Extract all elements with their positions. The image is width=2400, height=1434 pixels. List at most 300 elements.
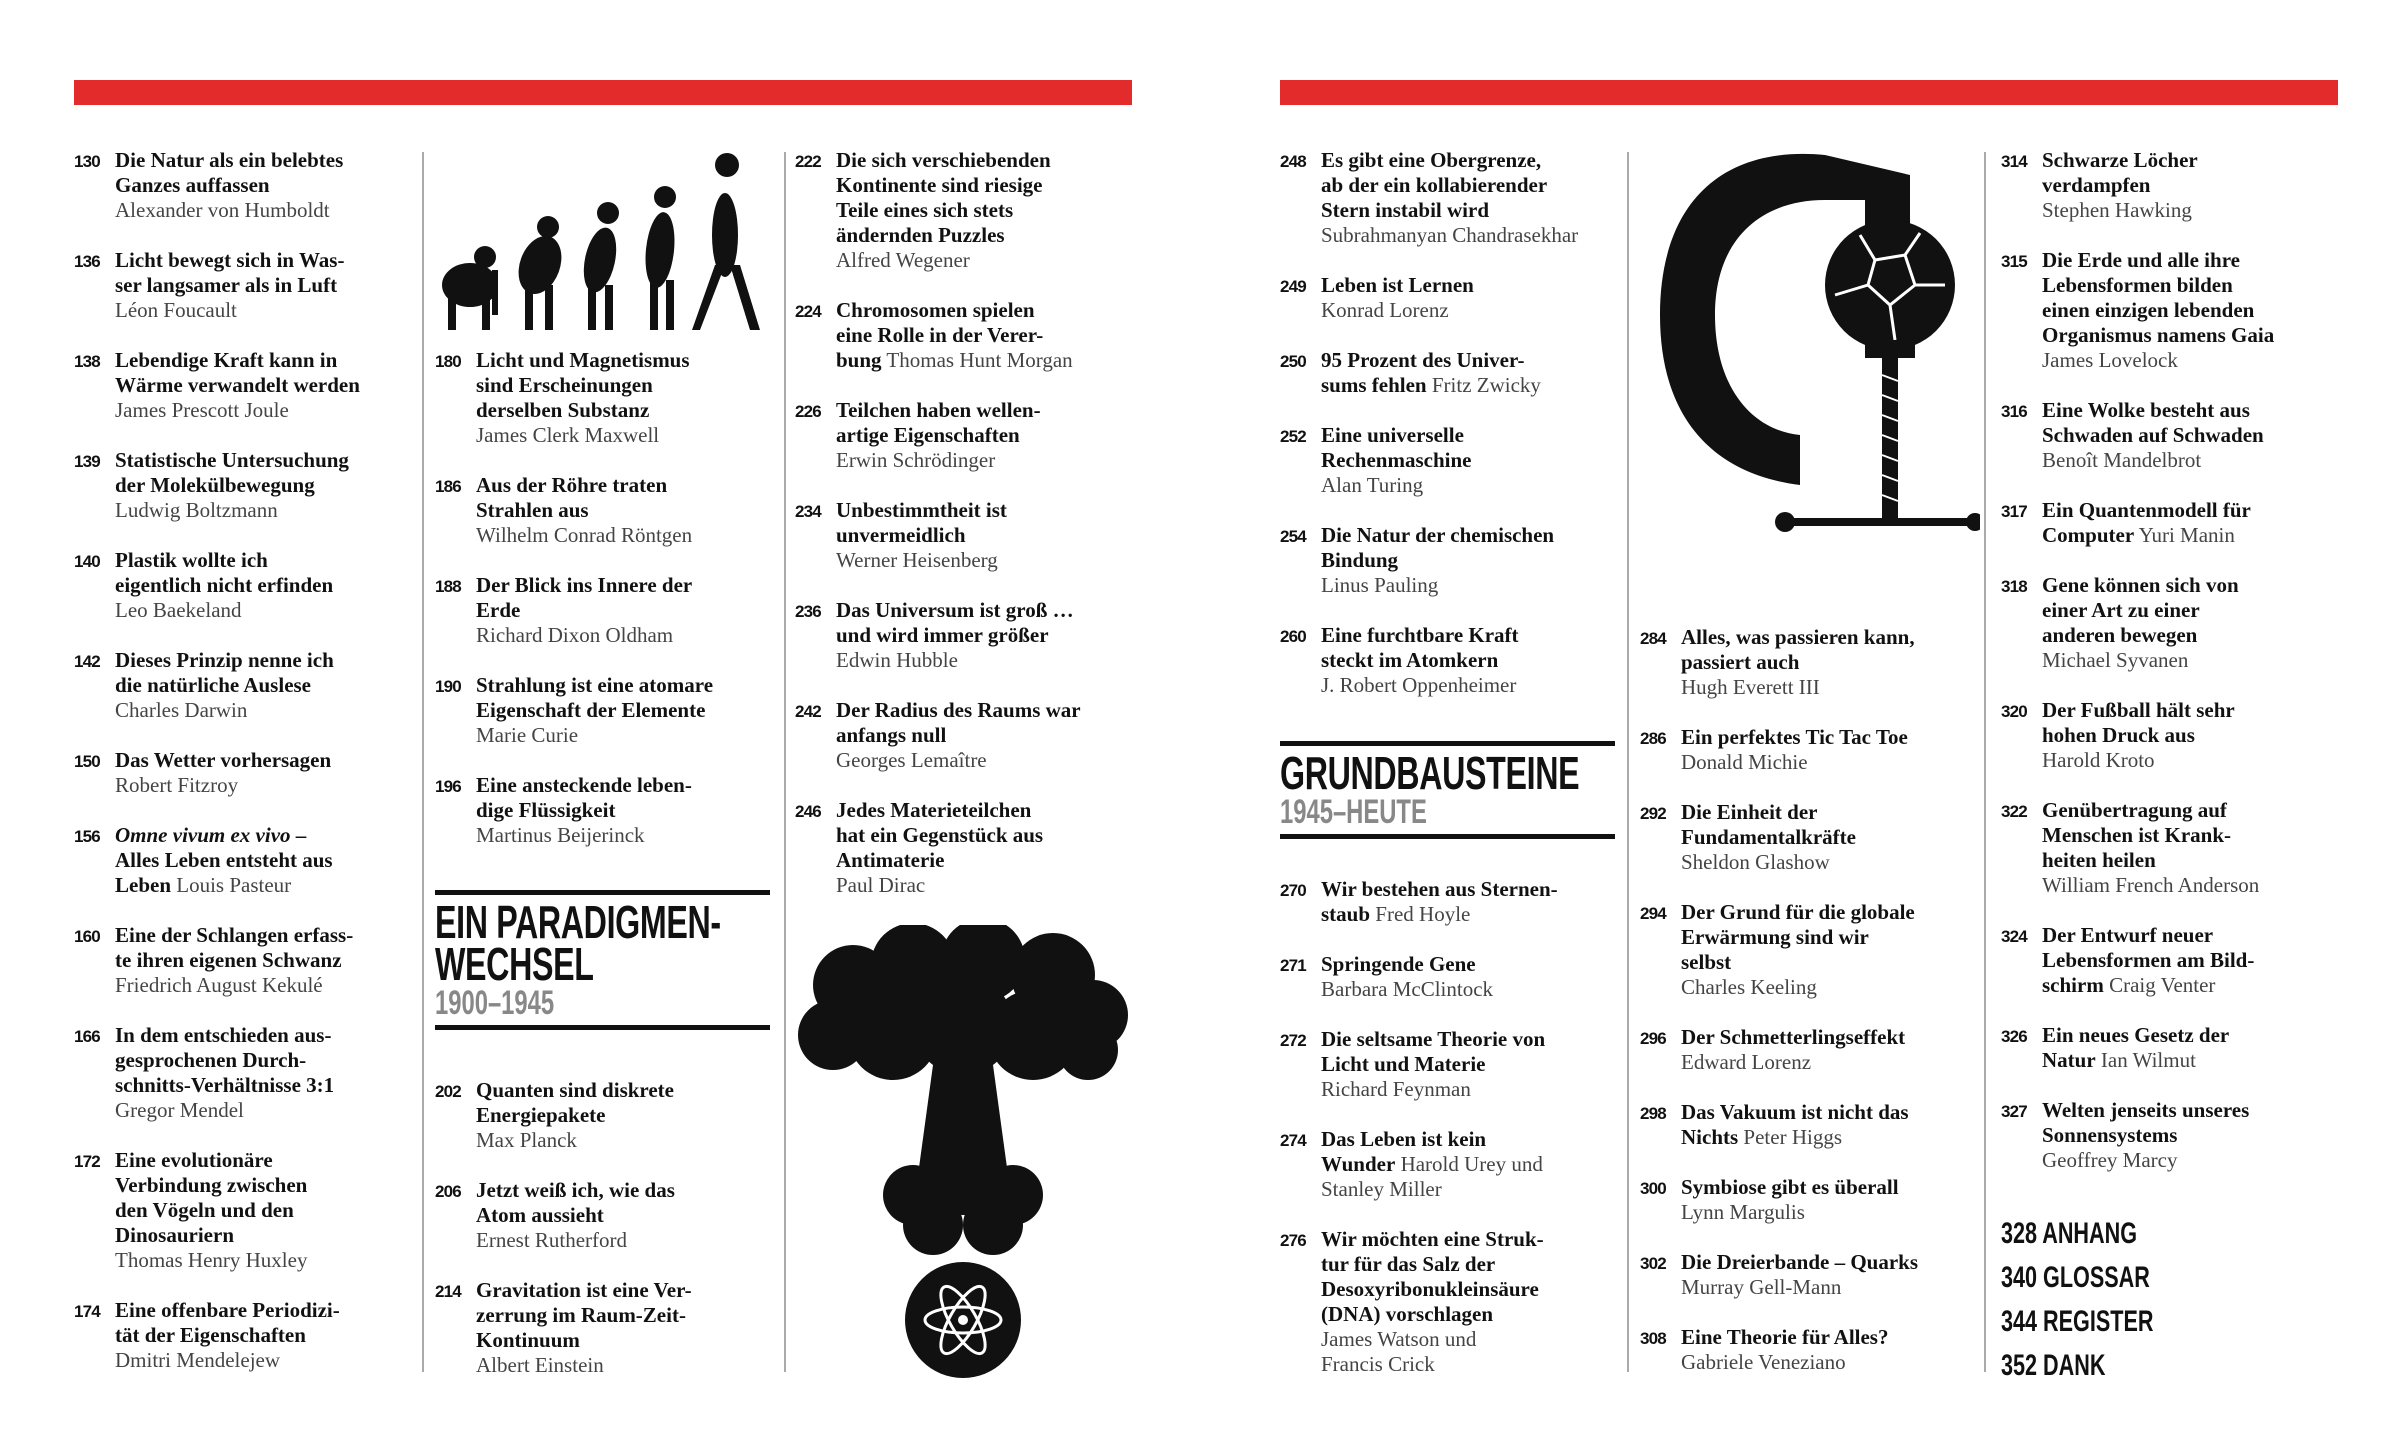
appendix-item[interactable]: 328 ANHANG — [2001, 1217, 2138, 1250]
page-number: 276 — [1280, 1231, 1306, 1250]
entry-author: James Watson und Francis Crick — [1321, 1327, 1477, 1376]
entry-title — [115, 1023, 334, 1097]
entry-text — [1681, 1250, 1918, 1300]
entry-text — [115, 448, 349, 523]
chapter-heading-paradigm — [435, 890, 770, 1030]
toc-entry[interactable] — [1640, 900, 1980, 1000]
entry-text — [1321, 1227, 1544, 1377]
entry-title-text: Es gibt eine Obergrenze, ab der ein kollabierender Stern instabil wird — [1321, 148, 1548, 222]
page-number: 317 — [2001, 502, 2027, 521]
page-number: 186 — [435, 477, 461, 496]
entry-title-text: Eine ansteckende leben- dige Flüssigkeit — [476, 773, 692, 822]
page-number: 249 — [1280, 277, 1306, 296]
entry-title-text: In dem entschieden aus- gesprochenen Durch- schnitts-Verhältnisse 3:1 — [115, 1023, 335, 1097]
entry-author: Hugh Everett III — [1681, 675, 1820, 699]
entry-title-text: Eine offenbare Periodizi- tät der Eigenschaften — [115, 1298, 340, 1347]
entry-title — [1681, 1025, 1905, 1049]
entry-author: Gabriele Veneziano — [1681, 1350, 1846, 1374]
entry-title — [1321, 1027, 1545, 1076]
entry-author: Erwin Schrödinger — [836, 448, 996, 472]
toc-entry[interactable] — [74, 1023, 419, 1123]
entry-author: Marie Curie — [476, 723, 579, 747]
page-number: 190 — [435, 677, 461, 696]
page-number: 326 — [2001, 1027, 2027, 1046]
page-number: 234 — [795, 502, 821, 521]
toc-entry[interactable] — [1640, 1325, 1980, 1375]
entry-title-text: Aus der Röhre traten Strahlen aus — [476, 473, 668, 522]
page-number: 136 — [74, 252, 100, 271]
entry-title — [836, 498, 1007, 547]
toc-entry[interactable] — [1640, 800, 1980, 875]
entry-author: James Prescott Joule — [115, 398, 289, 422]
toc-entry[interactable] — [435, 573, 780, 648]
entry-author: Alan Turing — [1321, 473, 1424, 497]
page-number: 180 — [435, 352, 461, 371]
entry-title — [2042, 698, 2235, 747]
entry-title-text: Leben ist Lernen — [1321, 273, 1474, 297]
toc-entry[interactable] — [795, 498, 1135, 573]
entry-text — [476, 1278, 692, 1378]
chapter-heading-building-blocks — [1280, 741, 1615, 839]
entry-text — [476, 1178, 675, 1253]
page-number: 138 — [74, 352, 100, 371]
entry-title-text: Chromosomen spielen eine Rolle in der Verer- bung — [836, 298, 1044, 372]
appendix-list — [2001, 1212, 2341, 1388]
entry-author: Richard Dixon Oldham — [476, 623, 674, 647]
entry-text — [836, 148, 1051, 273]
entry-author: Peter Higgs — [1743, 1125, 1842, 1149]
entry-text — [115, 148, 343, 223]
toc-entry[interactable] — [74, 923, 419, 998]
chapter-years: 1900–1945 — [435, 984, 555, 1022]
toc-entry[interactable] — [74, 348, 419, 423]
page-number: 242 — [795, 702, 821, 721]
entry-text — [1681, 900, 1915, 1000]
toc-entry[interactable] — [74, 648, 419, 723]
page-number: 214 — [435, 1282, 461, 1301]
entry-title-text: Eine Wolke besteht aus Schwaden auf Schwaden — [2042, 398, 2264, 447]
page-number: 250 — [1280, 352, 1306, 371]
entry-title — [1681, 725, 1908, 749]
entry-author: Charles Keeling — [1681, 975, 1817, 999]
entry-title-text: Die Natur als ein belebtes Ganzes auffassen — [115, 148, 344, 197]
entry-text — [2042, 1098, 2249, 1173]
toc-entry[interactable] — [2001, 698, 2341, 773]
page-number: 246 — [795, 802, 821, 821]
appendix-item[interactable]: 344 REGISTER — [2001, 1305, 2154, 1338]
page-number: 196 — [435, 777, 461, 796]
entry-author: Ludwig Boltzmann — [115, 498, 278, 522]
entry-author: Ian Wilmut — [2100, 1048, 2196, 1072]
entry-author: Edwin Hubble — [836, 648, 958, 672]
entry-title-text: Eine der Schlangen erfass- te ihren eigenen Schwanz — [115, 923, 354, 972]
toc-entry[interactable] — [2001, 573, 2341, 673]
entry-text — [476, 473, 692, 548]
entry-author: Michael Syvanen — [2042, 648, 2189, 672]
entry-title-text: Die Dreierbande – Quarks — [1681, 1250, 1919, 1274]
entry-text — [1681, 1100, 1909, 1150]
entry-author: Harold Urey und Stanley Miller — [1321, 1152, 1543, 1201]
toc-entry[interactable] — [2001, 248, 2341, 373]
page-number: 174 — [74, 1302, 100, 1321]
toc-entry[interactable] — [795, 698, 1135, 773]
page-number: 294 — [1640, 904, 1666, 923]
toc-entry[interactable] — [2001, 798, 2341, 898]
entry-text — [836, 498, 1007, 573]
entry-title — [476, 1178, 675, 1227]
entry-title-text: Jedes Materieteilchen hat ein Gegenstück aus Antimaterie — [836, 798, 1044, 872]
toc-entry[interactable] — [2001, 923, 2341, 998]
evolution-icon — [430, 145, 780, 335]
toc-entry[interactable] — [1280, 523, 1625, 598]
entry-author: Fritz Zwicky — [1431, 373, 1541, 397]
toc-entry[interactable] — [1280, 1127, 1625, 1202]
toc-column-4a — [1280, 148, 1625, 723]
entry-title-text: – Alles Leben entsteht aus Leben — [115, 823, 333, 897]
entry-author: Linus Pauling — [1321, 573, 1439, 597]
page-number: 302 — [1640, 1254, 1666, 1273]
entry-text — [115, 1023, 334, 1123]
entry-title-text: Quanten sind diskrete Energiepakete — [476, 1078, 674, 1127]
page-number: 316 — [2001, 402, 2027, 421]
entry-text — [1321, 1027, 1545, 1102]
entry-title-text: Eine evolutionäre Verbindung zwischen den Vögeln und den Dinosauriern — [115, 1148, 308, 1247]
entry-author: Léon Foucault — [115, 298, 237, 322]
entry-title-text: Strahlung ist eine atomare Eigenschaft der Elemente — [476, 673, 714, 722]
entry-author: Donald Michie — [1681, 750, 1808, 774]
column-divider — [784, 152, 786, 1372]
entry-title-text: Teilchen haben wellen- artige Eigenschaften — [836, 398, 1041, 447]
page-number: 320 — [2001, 702, 2027, 721]
entry-title-text: Schwarze Löcher verdampfen — [2042, 148, 2198, 197]
entry-title-text: Eine Theorie für Alles? — [1681, 1325, 1889, 1349]
page-number: 224 — [795, 302, 821, 321]
entry-title-text: Das Wetter vorhersagen — [115, 748, 332, 772]
entry-text — [1681, 1025, 1905, 1075]
entry-text — [2042, 798, 2259, 898]
toc-entry[interactable] — [1280, 952, 1625, 1002]
page-number: 271 — [1280, 956, 1306, 975]
entry-title — [836, 698, 1081, 747]
entry-author: Georges Lemaître — [836, 748, 987, 772]
toc-entry[interactable] — [74, 1148, 419, 1273]
page-number: 286 — [1640, 729, 1666, 748]
toc-entry[interactable] — [2001, 1098, 2341, 1173]
entry-title-text: Das Universum ist groß … und wird immer größer — [836, 598, 1074, 647]
entry-text — [836, 298, 1073, 373]
entry-text — [1681, 1175, 1899, 1225]
page-number: 140 — [74, 552, 100, 571]
toc-entry[interactable] — [1280, 273, 1625, 323]
toc-entry[interactable] — [74, 148, 419, 223]
entry-author: Wilhelm Conrad Röntgen — [476, 523, 693, 547]
entry-text — [2042, 148, 2198, 223]
entry-title-text: Der Entwurf neuer Lebensformen am Bild- schirm — [2042, 923, 2255, 997]
entry-author: Edward Lorenz — [1681, 1050, 1812, 1074]
toc-entry[interactable] — [74, 248, 419, 323]
toc-column-1 — [74, 148, 419, 1398]
toc-entry[interactable] — [1280, 423, 1625, 498]
page-number: 260 — [1280, 627, 1306, 646]
column-divider — [422, 152, 424, 1372]
entry-author: Paul Dirac — [836, 873, 926, 897]
entry-author: Murray Gell-Mann — [1681, 1275, 1842, 1299]
entry-title — [836, 798, 1043, 872]
entry-text — [1321, 348, 1541, 398]
toc-entry[interactable] — [2001, 498, 2341, 548]
entry-text — [1321, 523, 1554, 598]
entry-text — [1681, 800, 1856, 875]
entry-title-text: Das Vakuum ist nicht das Nichts — [1681, 1100, 1909, 1149]
toc-entry[interactable] — [2001, 398, 2341, 473]
entry-text — [836, 798, 1043, 898]
entry-author: Subrahmanyan Chandrasekhar — [1321, 223, 1579, 247]
entry-text — [1321, 877, 1558, 927]
entry-title — [115, 548, 333, 597]
entry-title-text: Die seltsame Theorie von Licht und Materie — [1321, 1027, 1546, 1076]
appendix-item[interactable]: 340 GLOSSAR — [2001, 1261, 2150, 1294]
toc-entry[interactable] — [435, 773, 780, 848]
entry-author: Richard Feynman — [1321, 1077, 1471, 1101]
toc-entry[interactable] — [2001, 1023, 2341, 1073]
entry-text — [836, 398, 1041, 473]
toc-entry[interactable] — [74, 823, 419, 898]
entry-title — [2042, 573, 2239, 647]
entry-title-text: Ein Quantenmodell für Computer — [2042, 498, 2251, 547]
entry-text — [1321, 952, 1493, 1002]
entry-title — [1681, 1250, 1918, 1274]
entry-author: Harold Kroto — [2042, 748, 2155, 772]
entry-title-text: Eine furchtbare Kraft steckt im Atomkern — [1321, 623, 1519, 672]
entry-author: Ernest Rutherford — [476, 1228, 628, 1252]
entry-title-text: Der Radius des Raums war anfangs null — [836, 698, 1081, 747]
page-number: 327 — [2001, 1102, 2027, 1121]
entry-title-text: Der Fußball hält sehr hohen Druck aus — [2042, 698, 2235, 747]
toc-entry[interactable] — [435, 1178, 780, 1253]
chapter-title: EIN PARADIGMEN- WECHSEL — [435, 896, 721, 990]
toc-entry[interactable] — [1280, 623, 1625, 698]
entry-title — [476, 573, 692, 622]
entry-title-text: Statistische Untersuchung der Molekülbewegung — [115, 448, 349, 497]
entry-author: Friedrich August Kekulé — [115, 973, 323, 997]
page-number: 270 — [1280, 881, 1306, 900]
entry-title — [476, 1278, 692, 1352]
toc-entry[interactable] — [74, 448, 419, 523]
entry-title — [1681, 1325, 1888, 1349]
entry-title — [476, 773, 692, 822]
toc-entry[interactable] — [1640, 1250, 1980, 1300]
toc-entry[interactable] — [435, 673, 780, 748]
entry-title-text: Die Einheit der Fundamentalkräfte — [1681, 800, 1856, 849]
page-number: 300 — [1640, 1179, 1666, 1198]
entry-title — [115, 1298, 340, 1347]
entry-text — [1321, 148, 1578, 248]
toc-column-2b — [435, 1078, 780, 1403]
entry-author: Barbara McClintock — [1321, 977, 1494, 1001]
entry-author: James Clerk Maxwell — [476, 423, 660, 447]
toc-entry[interactable] — [1280, 1227, 1625, 1377]
entry-title-italic: Omne vivum ex vivo — [115, 823, 291, 847]
entry-title-text: Eine universelle Rechenmaschine — [1321, 423, 1472, 472]
entry-title-text: Dieses Prinzip nenne ich die natürliche Auslese — [115, 648, 334, 697]
entry-title-text: Die sich verschiebenden Kontinente sind riesige Teile eines sich stets ändernden Puzzles — [836, 148, 1051, 247]
page-number: 248 — [1280, 152, 1306, 171]
entry-author: Gregor Mendel — [115, 1098, 244, 1122]
entry-title — [2042, 1098, 2249, 1147]
entry-text — [836, 698, 1081, 773]
entry-title — [115, 248, 344, 297]
toc-column-4b — [1280, 877, 1625, 1402]
entry-title — [476, 1078, 674, 1127]
entry-title — [115, 148, 343, 197]
entry-author: Louis Pasteur — [176, 873, 292, 897]
entry-title — [1321, 623, 1519, 672]
entry-title-text: Welten jenseits unseres Sonnensystems — [2042, 1098, 2250, 1147]
entry-title — [115, 448, 349, 497]
entry-text — [2042, 248, 2274, 373]
toc-entry[interactable] — [795, 598, 1135, 673]
page-number: 166 — [74, 1027, 100, 1046]
page-number: 318 — [2001, 577, 2027, 596]
column-divider — [1984, 152, 1986, 1372]
page-number: 292 — [1640, 804, 1666, 823]
toc-entry[interactable] — [74, 748, 419, 798]
toc-entry[interactable] — [795, 398, 1135, 473]
entry-author: Lynn Margulis — [1681, 1200, 1805, 1224]
toc-entry[interactable] — [795, 298, 1135, 373]
entry-text — [1681, 725, 1908, 775]
toc-entry[interactable] — [435, 348, 780, 448]
entry-title-text: Licht und Magnetismus sind Erscheinungen derselben Substanz — [476, 348, 690, 422]
toc-column-5 — [1640, 625, 1980, 1400]
appendix-item[interactable]: 352 DANK — [2001, 1349, 2106, 1382]
entry-author: Benoît Mandelbrot — [2042, 448, 2202, 472]
entry-author: Yuri Manin — [2138, 523, 2235, 547]
entry-text — [115, 548, 333, 623]
entry-author: Max Planck — [476, 1128, 577, 1152]
entry-title-text: Lebendige Kraft kann in Wärme verwandelt werden — [115, 348, 360, 397]
toc-column-2a — [435, 348, 780, 873]
entry-title-text: Ein perfektes Tic Tac Toe — [1681, 725, 1908, 749]
page-number: 298 — [1640, 1104, 1666, 1123]
entry-text — [2042, 923, 2254, 998]
entry-text — [2042, 698, 2235, 773]
entry-author: Werner Heisenberg — [836, 548, 998, 572]
toc-entry[interactable] — [435, 1078, 780, 1153]
entry-title-text: Licht bewegt sich in Was- ser langsamer als in Luft — [115, 248, 345, 297]
entry-title — [115, 1148, 307, 1247]
entry-text — [2042, 573, 2239, 673]
entry-author: Robert Fitzroy — [115, 773, 239, 797]
entry-title-text: Die Natur der chemischen Bindung — [1321, 523, 1555, 572]
page-number: 142 — [74, 652, 100, 671]
entry-title-text: Der Grund für die globale Erwärmung sind wir selbst — [1681, 900, 1915, 974]
entry-text — [476, 773, 692, 848]
entry-author: Dmitri Mendelejew — [115, 1348, 281, 1372]
page-number: 150 — [74, 752, 100, 771]
entry-text — [115, 748, 331, 798]
toc-entry[interactable] — [74, 1298, 419, 1373]
entry-author: Sheldon Glashow — [1681, 850, 1830, 874]
entry-author: Alfred Wegener — [836, 248, 970, 272]
entry-title-text: Der Schmetterlingseffekt — [1681, 1025, 1906, 1049]
entry-text — [1681, 625, 1915, 700]
entry-title — [1321, 148, 1547, 222]
page-number: 202 — [435, 1082, 461, 1101]
entry-title — [476, 673, 713, 722]
toc-entry[interactable] — [795, 148, 1135, 273]
toc-entry[interactable] — [435, 1278, 780, 1378]
entry-text — [2042, 398, 2264, 473]
chapter-years: 1945–HEUTE — [1280, 793, 1427, 831]
entry-title — [1321, 952, 1476, 976]
page-number: 272 — [1280, 1031, 1306, 1050]
entry-author: James Lovelock — [2042, 348, 2178, 372]
toc-entry[interactable] — [795, 798, 1135, 898]
entry-author: Alexander von Humboldt — [115, 198, 330, 222]
page-number: 130 — [74, 152, 100, 171]
entry-title — [115, 923, 353, 972]
toc-entry[interactable] — [435, 473, 780, 548]
entry-author: Fred Hoyle — [1375, 902, 1471, 926]
page-number: 139 — [74, 452, 100, 471]
entry-text — [1681, 1325, 1888, 1375]
entry-title — [2042, 398, 2264, 447]
entry-text — [115, 648, 334, 723]
page-number: 252 — [1280, 427, 1306, 446]
entry-title — [1681, 625, 1915, 674]
chapter-title: GRUNDBAUSTEINE — [1280, 747, 1580, 799]
entry-title-text: Ein neues Gesetz der Natur — [2042, 1023, 2230, 1072]
red-header-bar-left — [74, 80, 1132, 105]
toc-entry[interactable] — [1640, 1025, 1980, 1075]
toc-entry[interactable] — [1640, 625, 1980, 700]
toc-entry[interactable] — [1280, 877, 1625, 927]
page-number: 160 — [74, 927, 100, 946]
entry-title — [1681, 900, 1915, 974]
entry-text — [476, 573, 692, 648]
entry-text — [1321, 273, 1474, 323]
entry-title — [1681, 1175, 1899, 1199]
entry-title — [2042, 248, 2274, 347]
entry-title — [1321, 523, 1554, 572]
entry-title — [836, 398, 1041, 447]
entry-title-text: 95 Prozent des Univer- sums fehlen — [1321, 348, 1525, 397]
page-number: 156 — [74, 827, 100, 846]
entry-author: Martinus Beijerinck — [476, 823, 645, 847]
entry-title-text: Der Blick ins Innere der Erde — [476, 573, 693, 622]
toc-entry[interactable] — [1640, 725, 1980, 775]
entry-text — [1321, 623, 1519, 698]
toc-entry[interactable] — [1640, 1175, 1980, 1225]
toc-entry[interactable] — [1280, 348, 1625, 398]
column-divider — [1627, 152, 1629, 1372]
entry-text — [115, 248, 344, 323]
red-header-bar-right — [1280, 80, 2338, 105]
toc-entry[interactable] — [1280, 1027, 1625, 1102]
page-number: 206 — [435, 1182, 461, 1201]
toc-entry[interactable] — [1640, 1100, 1980, 1150]
entry-text — [1321, 423, 1472, 498]
toc-entry[interactable] — [1280, 148, 1625, 248]
clamp-football-icon — [1650, 145, 1980, 605]
entry-title-text: Jetzt weiß ich, wie das Atom aussieht — [476, 1178, 675, 1227]
entry-title — [1321, 1227, 1544, 1326]
toc-entry[interactable] — [74, 548, 419, 623]
entry-text — [476, 673, 713, 748]
entry-title-text: Wir möchten eine Struk- tur für das Salz der Desoxyribonukleinsäure (DNA) vorschlagen — [1321, 1227, 1544, 1326]
toc-entry[interactable] — [2001, 148, 2341, 223]
